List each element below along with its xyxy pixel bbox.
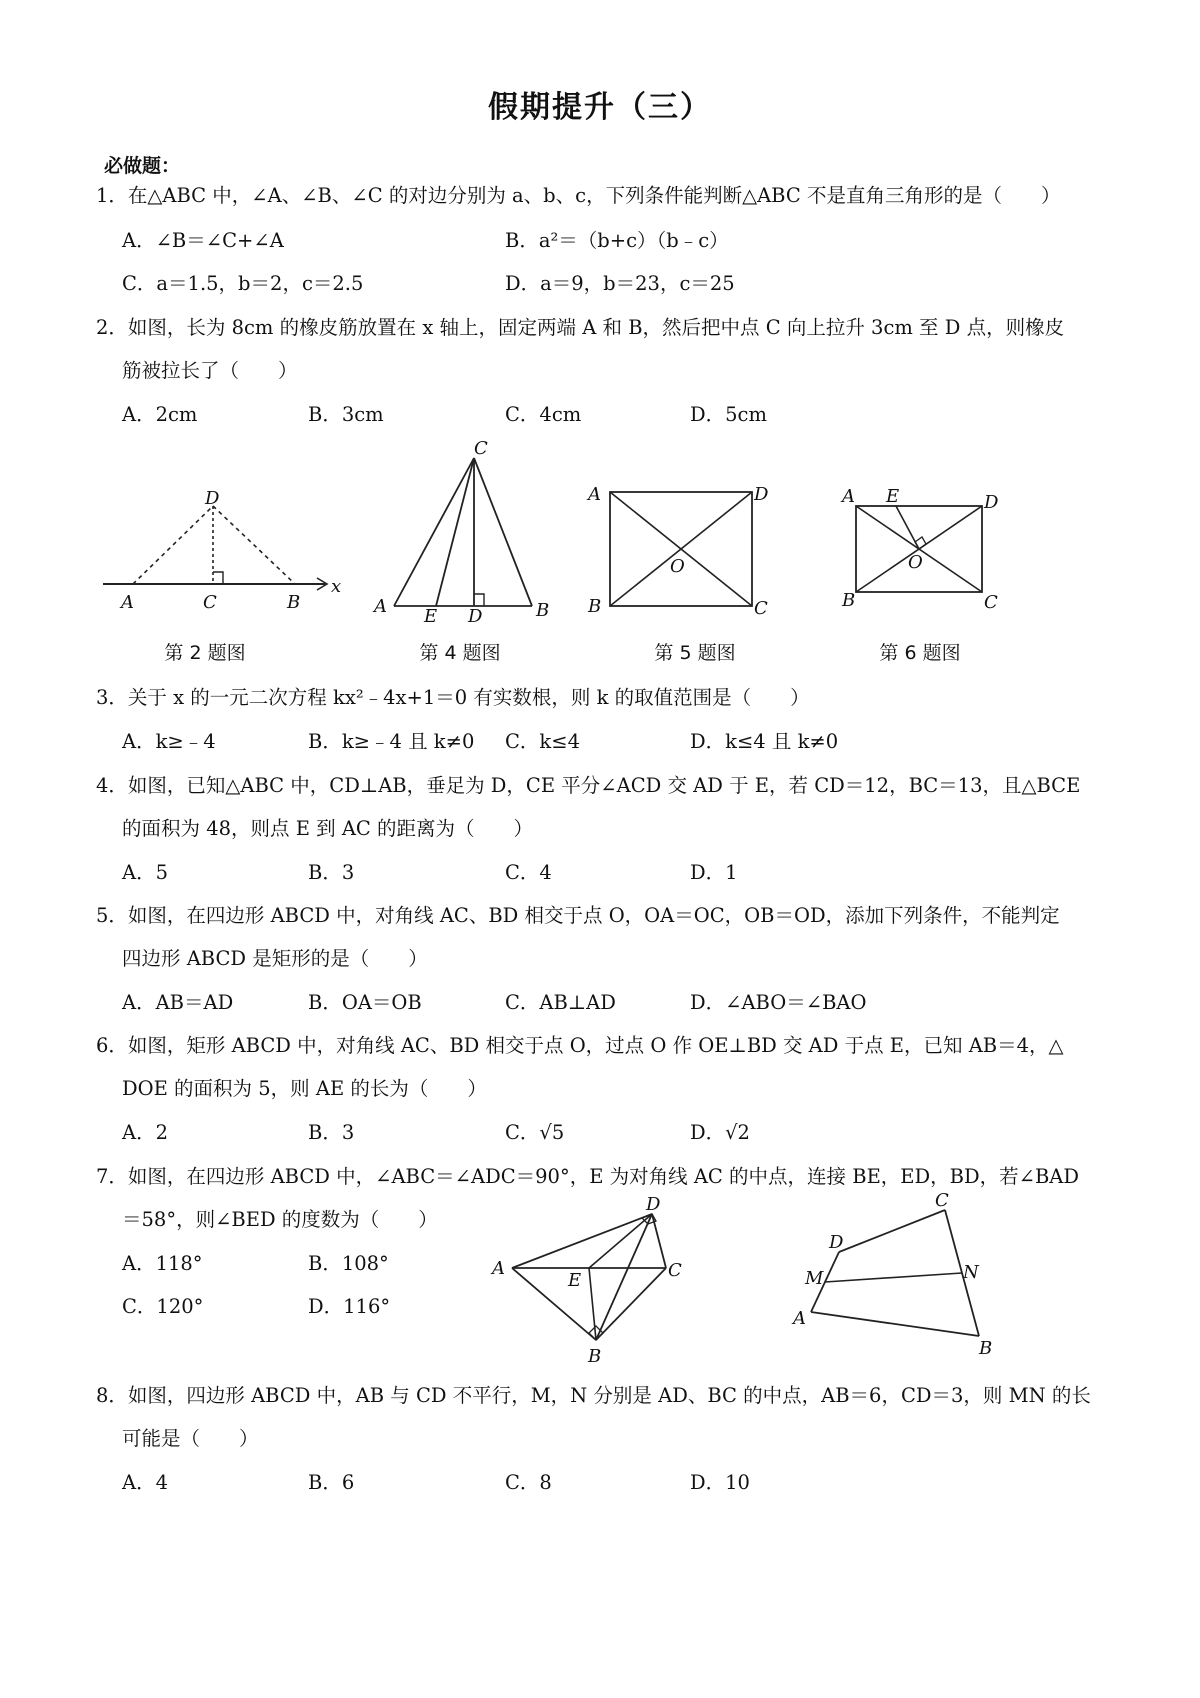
label-O: O <box>670 556 685 577</box>
figure-q4 <box>370 436 560 626</box>
label-E: E <box>886 486 900 507</box>
q1-option-a: A．∠B＝∠C+∠A <box>122 229 284 252</box>
label-A: A <box>374 596 387 617</box>
segment-AD <box>133 506 213 584</box>
label-C: C <box>754 598 768 619</box>
q3-stem: 3．关于 x 的一元二次方程 kx²﹣4x+1＝0 有实数根，则 k 的取值范围是（ ） <box>96 686 810 709</box>
q5-option-c: C．AB⊥AD <box>505 991 616 1014</box>
q2-option-c: C．4cm <box>505 403 582 426</box>
q4-option-d: D．1 <box>690 861 738 884</box>
page-title: 假期提升（三） <box>488 90 712 125</box>
q4-stem-line2: 的面积为 48，则点 E 到 AC 的距离为（ ） <box>122 817 534 840</box>
q6-option-b: B．3 <box>308 1121 355 1144</box>
caption-q2: 第 2 题图 <box>164 642 246 664</box>
label-B: B <box>287 592 301 613</box>
q2-option-a: A．2cm <box>122 403 198 426</box>
q3-option-b: B．k≥﹣4 且 k≠0 <box>308 730 475 753</box>
q3-option-d: D．k≤4 且 k≠0 <box>690 730 839 753</box>
right-angle-mark <box>474 594 484 606</box>
figure-q7 <box>488 1192 698 1370</box>
segment-DB <box>213 506 295 584</box>
q2-stem-line1: 2．如图，长为 8cm 的橡皮筋放置在 x 轴上，固定两端 A 和 B，然后把中点 C 向上拉升 3cm 至 D 点，则橡皮 <box>96 316 1065 339</box>
q8-stem-line2: 可能是（ ） <box>122 1427 259 1450</box>
label-C: C <box>203 592 217 613</box>
label-M: M <box>805 1268 824 1289</box>
q1-stem: 1．在△ABC 中，∠A、∠B、∠C 的对边分别为 a、b、c，下列条件能判断△ABC 不是直角三角形的是（ ） <box>96 184 1061 207</box>
label-E: E <box>568 1270 582 1291</box>
q4-option-c: C．4 <box>505 861 552 884</box>
q5-stem-line2: 四边形 ABCD 是矩形的是（ ） <box>122 947 428 970</box>
label-D: D <box>984 492 999 513</box>
q4-option-a: A．5 <box>122 861 168 884</box>
q3-option-a: A．k≥﹣4 <box>122 730 216 753</box>
q8-option-c: C．8 <box>505 1471 552 1494</box>
q7-stem-line2: ＝58°，则∠BED 的度数为（ ） <box>122 1208 438 1231</box>
q6-option-a: A．2 <box>122 1121 168 1144</box>
label-D: D <box>468 606 483 626</box>
label-C: C <box>668 1260 682 1281</box>
q7-option-b: B．108° <box>308 1252 389 1275</box>
q1-option-c: C．a＝1.5，b＝2，c＝2.5 <box>122 272 364 295</box>
q3-option-c: C．k≤4 <box>505 730 580 753</box>
q5-option-d: D．∠ABO＝∠BAO <box>690 991 867 1014</box>
label-A: A <box>842 486 855 507</box>
label-A: A <box>492 1258 505 1279</box>
label-B: B <box>842 590 856 611</box>
q5-stem-line1: 5．如图，在四边形 ABCD 中，对角线 AC、BD 相交于点 O，OA＝OC，OB＝OD，添加下列条件，不能判定 <box>96 904 1060 927</box>
q1-option-d: D．a＝9，b＝23，c＝25 <box>505 272 735 295</box>
segment-BA <box>811 1312 979 1336</box>
label-E: E <box>424 606 438 626</box>
label-D: D <box>205 488 220 509</box>
q6-option-d: D．√2 <box>690 1121 750 1144</box>
segment-CB <box>596 1268 666 1340</box>
label-O: O <box>908 552 923 573</box>
label-D: D <box>646 1194 661 1215</box>
label-C: C <box>935 1190 949 1211</box>
section-heading: 必做题： <box>104 155 181 177</box>
label-N: N <box>963 1262 979 1283</box>
q7-option-d: D．116° <box>308 1295 391 1318</box>
figure-q6 <box>838 484 1008 614</box>
q7-option-a: A．118° <box>122 1252 203 1275</box>
label-C: C <box>984 592 998 613</box>
segment-AC <box>394 458 474 606</box>
label-B: B <box>536 600 550 621</box>
q5-option-b: B．OA＝OB <box>308 991 422 1014</box>
q6-stem-line2: DOE 的面积为 5，则 AE 的长为（ ） <box>122 1077 487 1100</box>
q6-stem-line1: 6．如图，矩形 ABCD 中，对角线 AC、BD 相交于点 O，过点 O 作 OE⊥BD 交 AD 于点 E，已知 AB＝4，△ <box>96 1034 1064 1057</box>
figure-q2 <box>95 488 345 618</box>
label-B: B <box>588 1346 602 1367</box>
caption-q4: 第 4 题图 <box>419 642 501 664</box>
label-D: D <box>829 1232 844 1253</box>
q8-stem-line1: 8．如图，四边形 ABCD 中，AB 与 CD 不平行，M，N 分别是 AD、BC 的中点，AB＝6，CD＝3，则 MN 的长 <box>96 1384 1091 1407</box>
q8-option-a: A．4 <box>122 1471 168 1494</box>
q4-stem-line1: 4．如图，已知△ABC 中，CD⊥AB，垂足为 D，CE 平分∠ACD 交 AD 于 E，若 CD＝12，BC＝13，且△BCE <box>96 774 1081 797</box>
label-A: A <box>121 592 134 613</box>
label-C: C <box>474 438 488 459</box>
segment-CE <box>436 458 474 606</box>
q7-option-c: C．120° <box>122 1295 204 1318</box>
label-B: B <box>979 1338 993 1359</box>
q4-option-b: B．3 <box>308 861 355 884</box>
label-A: A <box>588 484 601 505</box>
label-A: A <box>793 1308 806 1329</box>
q1-option-b: B．a²＝（b+c）（b﹣c） <box>505 229 729 252</box>
q7-stem-line1: 7．如图，在四边形 ABCD 中，∠ABC＝∠ADC＝90°，E 为对角线 AC 的中点，连接 BE，ED，BD，若∠BAD <box>96 1165 1080 1188</box>
q2-option-b: B．3cm <box>308 403 384 426</box>
q8-option-b: B．6 <box>308 1471 355 1494</box>
segment-ED <box>589 1214 652 1268</box>
segment-AB <box>512 1268 596 1340</box>
q5-option-a: A．AB＝AD <box>122 991 234 1014</box>
label-D: D <box>754 484 769 505</box>
label-B: B <box>588 596 602 617</box>
label-x: x <box>331 576 342 597</box>
caption-q5: 第 5 题图 <box>654 642 736 664</box>
segment-MN <box>825 1273 962 1282</box>
segment-DC <box>839 1210 945 1252</box>
q2-stem-line2: 筋被拉长了（ ） <box>122 359 298 382</box>
right-angle-mark <box>213 572 223 584</box>
caption-q6: 第 6 题图 <box>879 642 961 664</box>
q8-option-d: D．10 <box>690 1471 750 1494</box>
segment-BC <box>474 458 532 606</box>
q6-option-c: C．√5 <box>505 1121 565 1144</box>
figure-q5 <box>580 478 780 623</box>
figure-q8 <box>785 1190 1005 1360</box>
q2-option-d: D．5cm <box>690 403 767 426</box>
